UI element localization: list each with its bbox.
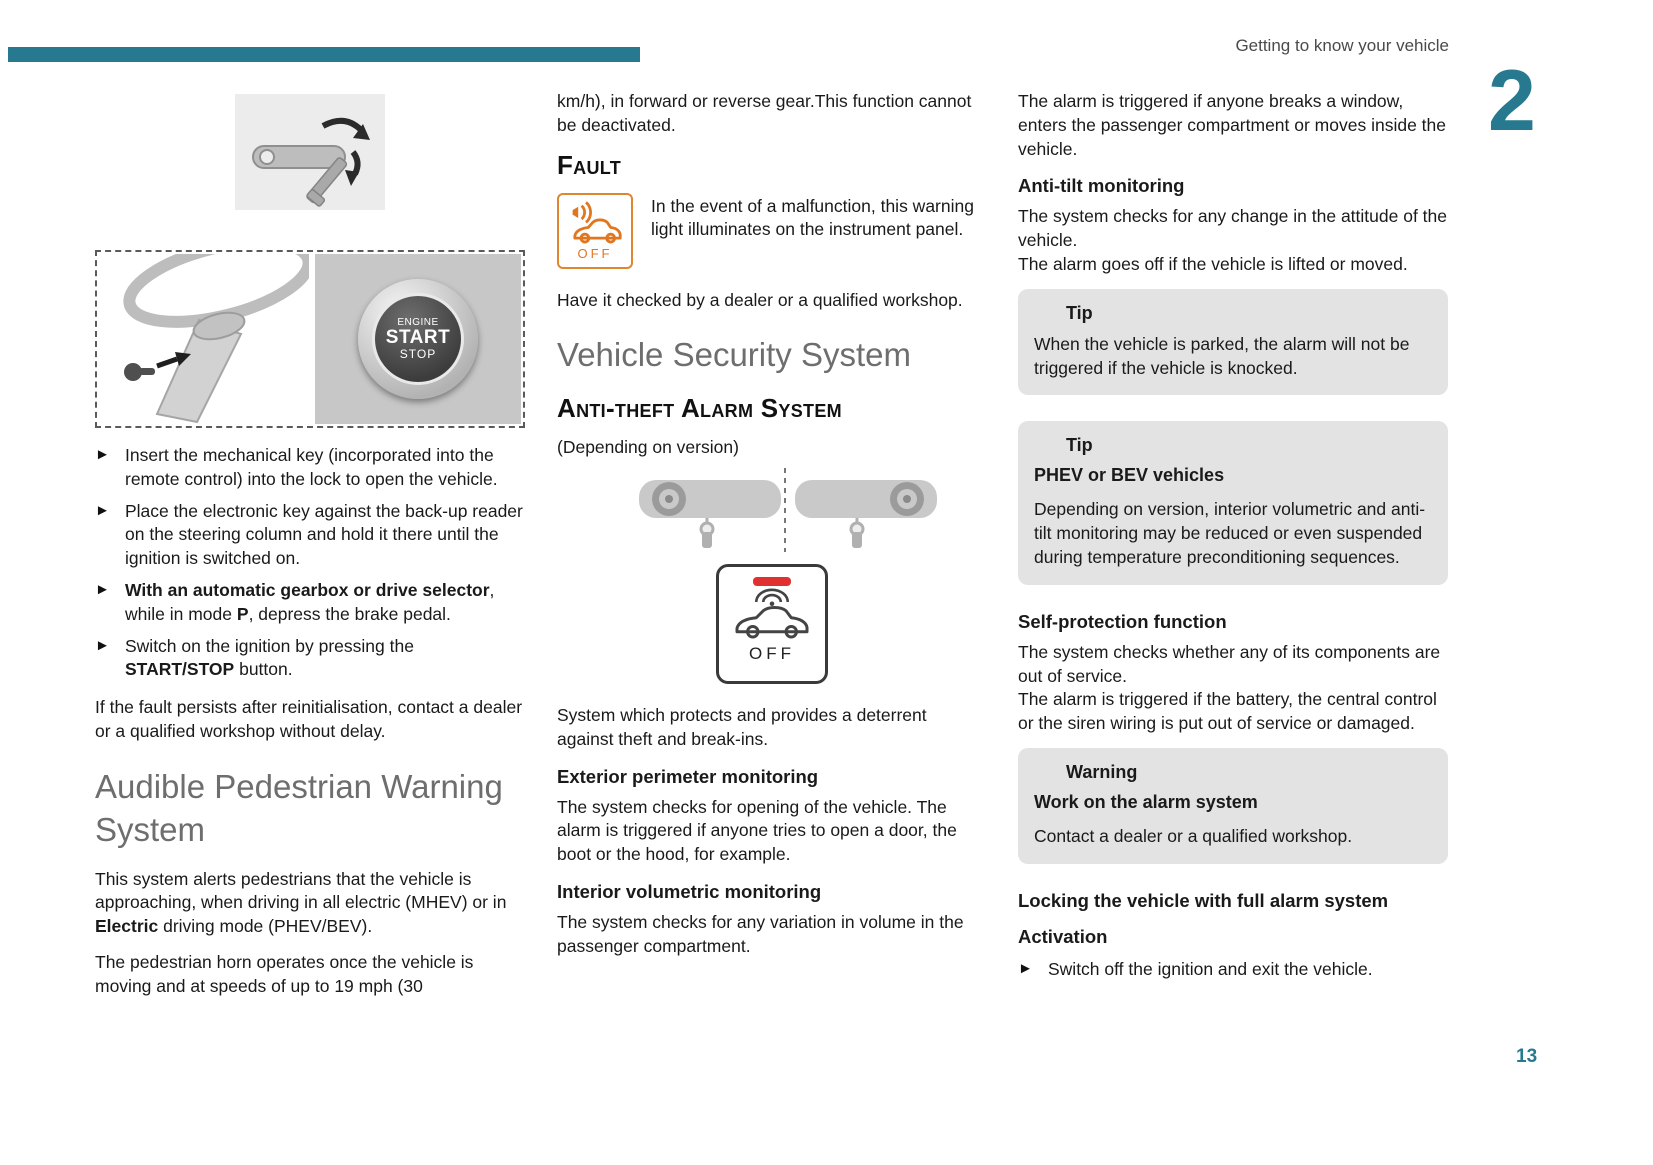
self-protection-paragraph-2: The alarm is triggered if the battery, the central control or the siren wiring is put out of service or damaged. <box>1018 689 1437 734</box>
bullet-text-run: button. <box>234 659 293 680</box>
column-right <box>1018 90 1448 982</box>
bullet-arrow-icon: ► <box>1018 959 1033 977</box>
exterior-paragraph: The system checks for opening of the vehicle. The alarm is triggered if anyone tries to open a door, the boot or the hood, for example. <box>557 796 957 865</box>
anti-theft-alarm-icon <box>716 564 828 684</box>
depending-on-version: (Depending on version) <box>557 437 739 458</box>
section-heading-audible-pedestrian: Audible Pedestrian Warning System <box>95 767 503 848</box>
pedestrian-paragraph-2: The pedestrian horn operates once the vehicle is moving and at speeds of up to 19 mph (30 <box>95 951 474 996</box>
heading-anti-theft-alarm: Anti-theft Alarm System <box>557 393 842 424</box>
alarm-red-indicator <box>753 577 791 586</box>
bullet-arrow-icon: ► <box>95 501 110 519</box>
column-left <box>95 90 525 1011</box>
warning-box <box>1018 748 1448 864</box>
fault-note-paragraph: If the fault persists after reinitialisation, contact a dealer or a qualified workshop without delay. <box>95 697 523 741</box>
bullet-text <box>125 579 525 627</box>
bullet-text-run: , depress the brake pedal. <box>248 603 451 624</box>
page-number: 13 <box>1516 1046 1538 1067</box>
button-label-engine: ENGINE <box>397 316 439 328</box>
tip-box-phev-bev <box>1018 421 1448 584</box>
anti-tilt-paragraph-2: The alarm goes off if the vehicle is lifted or moved. <box>1018 253 1408 274</box>
bullet-arrow-icon: ► <box>95 636 110 654</box>
paragraph-run: driving mode (PHEV/BEV). <box>158 916 373 937</box>
tip-title: Tip <box>1066 302 1093 323</box>
fault-description: In the event of a malfunction, this warning light illuminates on the instrument panel. <box>651 195 974 240</box>
remote-key-illustration <box>235 94 385 210</box>
key-sketch-icon <box>235 94 385 210</box>
alarm-trigger-paragraph: The alarm is triggered if anyone breaks a window, enters the passenger compartment or moves inside the vehicle. <box>1018 91 1446 159</box>
button-label-start: START <box>385 326 451 348</box>
bullet-text <box>125 500 525 571</box>
system-description: System which protects and provides a deterrent against theft and break-ins. <box>557 705 927 749</box>
subheading-activation: Activation <box>1018 925 1108 947</box>
bullet-text-run: Place the electronic key against the back-up reader on the steering column and hold it there until the ignition is switched on. <box>125 500 523 569</box>
warning-subtitle: Work on the alarm system <box>1034 791 1258 812</box>
list-item <box>95 579 525 627</box>
dashboard-pair-illustration <box>557 466 987 556</box>
anti-tilt-paragraph-1: The system checks for any change in the attitude of the vehicle. <box>1018 206 1447 251</box>
subheading-self-protection: Self-protection function <box>1018 610 1227 632</box>
alarm-icon-off-label: OFF <box>749 644 795 664</box>
fault-icon-off-label: OFF <box>577 245 613 261</box>
bullet-arrow-icon: ► <box>95 580 110 598</box>
paragraph-run: This system alerts pedestrians that the vehicle is approaching, when driving in all electric (MHEV) or in <box>95 868 507 913</box>
fault-warning-light-icon <box>557 193 633 269</box>
tip-title: Tip <box>1066 435 1093 456</box>
list-item <box>95 444 525 492</box>
tip-text: When the vehicle is parked, the alarm will not be triggered if the vehicle is knocked. <box>1034 333 1410 378</box>
button-label-stop: STOP <box>399 347 437 362</box>
subheading-interior-volumetric: Interior volumetric monitoring <box>557 881 822 903</box>
heading-fault: Fault <box>557 149 622 180</box>
bullet-arrow-icon: ► <box>95 446 110 463</box>
tip-subtitle: PHEV or BEV vehicles <box>1034 465 1225 486</box>
list-item <box>95 500 525 571</box>
list-item <box>1018 958 1448 982</box>
alarm-car-icon <box>728 588 816 644</box>
subheading-exterior-perimeter: Exterior perimeter monitoring <box>557 765 819 787</box>
bullet-text-bold: With an automatic gearbox or drive selector <box>125 579 490 600</box>
instruction-list <box>95 444 525 682</box>
continued-paragraph: km/h), in forward or reverse gear.This function cannot be deactivated. <box>557 91 972 135</box>
header-rule <box>8 47 640 62</box>
interior-paragraph: The system checks for any variation in volume in the passenger compartment. <box>557 912 964 956</box>
start-stop-button-face <box>372 293 464 385</box>
fault-check-paragraph: Have it checked by a dealer or a qualified workshop. <box>557 289 963 310</box>
bullet-text <box>125 635 525 683</box>
bullet-text-run: Switch on the ignition by pressing the <box>125 635 414 656</box>
bullet-text-bold: P <box>236 603 249 624</box>
start-stop-panel <box>315 254 521 424</box>
pedestrian-paragraph <box>95 868 525 939</box>
column-middle <box>557 90 987 971</box>
fault-warning-row <box>557 193 987 269</box>
bullet-text-run: Insert the mechanical key (incorporated into the remote control) into the lock to open the vehicle. <box>125 445 498 489</box>
running-header: Getting to know your vehicle <box>1235 36 1449 55</box>
subheading-anti-tilt: Anti-tilt monitoring <box>1018 175 1185 197</box>
engine-start-stop-button <box>358 279 478 399</box>
fault-car-icon <box>567 201 623 245</box>
chapter-number: 2 <box>1488 53 1536 149</box>
tip-box-parked <box>1018 289 1448 396</box>
steering-column-illustration <box>95 250 525 428</box>
subheading-locking-full-alarm: Locking the vehicle with full alarm system <box>1018 889 1389 911</box>
bullet-text-bold: START/STOP <box>125 659 235 680</box>
warning-text: Contact a dealer or a qualified workshop. <box>1034 825 1353 846</box>
steering-wheel-sketch-icon <box>99 254 309 424</box>
tip-text: Depending on version, interior volumetric and anti-tilt monitoring may be reduced or even suspended during temperature preconditioning sequences. <box>1034 499 1426 567</box>
section-heading-vehicle-security: Vehicle Security System <box>557 336 911 374</box>
paragraph-bold: Electric <box>95 916 159 937</box>
bullet-text: Switch off the ignition and exit the vehicle. <box>1048 958 1373 979</box>
bullet-text <box>125 444 525 492</box>
list-item <box>95 635 525 683</box>
warning-title: Warning <box>1066 761 1138 782</box>
self-protection-paragraph-1: The system checks whether any of its components are out of service. <box>1018 641 1441 686</box>
bullet-text-run: , while in mode <box>125 579 495 624</box>
